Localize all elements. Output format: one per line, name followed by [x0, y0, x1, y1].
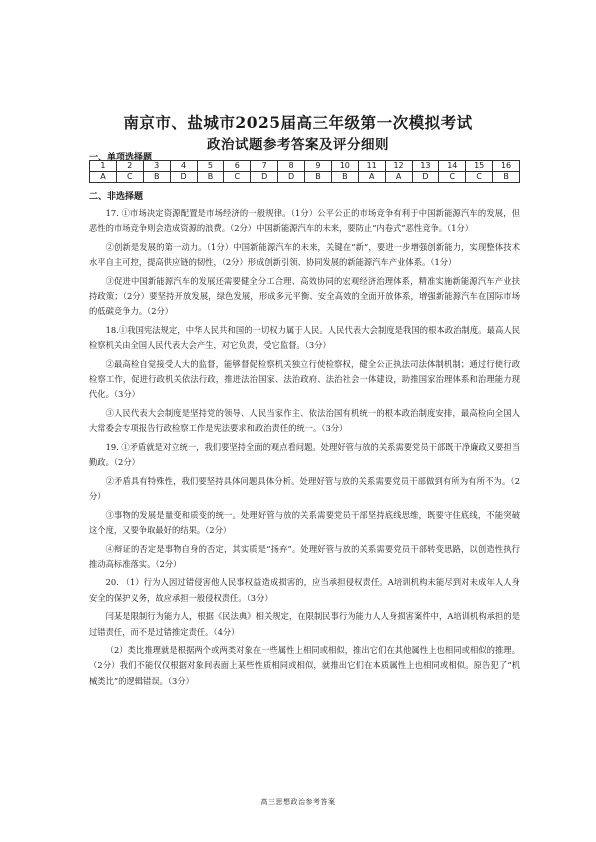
- answer-cell: B: [305, 172, 332, 183]
- answer-paragraph-20-2: （2）类比推理就是根据两个或两类对象在一些属性上相同或相似，推出它们在其他属性上也相同或相似的推理。（2分）我们不能仅仅根据对象间表面上某些性质相同或相似，就推出它们在本质属性上也相同或相似。原告犯了“机械类比”的逻辑错误。（3分）: [89, 645, 520, 686]
- answer-paragraph-18-1: 18.①我国宪法规定，中华人民共和国的一切权力属于人民。人民代表大会制度是我国的根本政治制度。最高人民检察机关由全国人民代表大会产生，对它负责，受它监督。（3分）: [89, 324, 520, 351]
- question-number: 16: [493, 161, 520, 172]
- answer-body: [89, 206, 520, 692]
- question-number: 9: [305, 161, 332, 172]
- answer-paragraph-19-1: 19. ①矛盾就是对立统一，我们要坚持全面的观点看问题。处理好管与放的关系需要党员干部既干净廉政又要担当勤政。（2分）: [89, 441, 520, 468]
- answer-cell: A: [385, 172, 412, 183]
- answer-table-number-row: [90, 161, 520, 172]
- answer-cell: C: [224, 172, 251, 183]
- answer-cell: B: [197, 172, 224, 183]
- question-number: 3: [143, 161, 170, 172]
- page-footer: 高三思想政治参考答案: [260, 798, 336, 806]
- answer-cell: D: [412, 172, 439, 183]
- answer-cell: B: [143, 172, 170, 183]
- section-heading-non-choice: 二、非选择题: [89, 192, 144, 202]
- section-heading-multiple-choice: 一、单项选择题: [89, 153, 153, 163]
- question-number: 14: [439, 161, 466, 172]
- answer-paragraph-20-1a: 20. （1）行为人因过错侵害他人民事权益造成损害的，应当承担侵权责任。A培训机构未能尽到对未成年人人身安全的保护义务，故应承担一般侵权责任。（3分）: [89, 577, 520, 603]
- answer-paragraph-19-2: ②矛盾具有特殊性，我们要坚持具体问题具体分析。处理好管与放的关系需要党员干部做到有所为有所不为。（2分）: [89, 475, 520, 501]
- answer-cell: C: [116, 172, 143, 183]
- question-number: 11: [358, 161, 385, 172]
- answer-paragraph-19-4: ④辩证的否定是事物自身的否定，其实质是“扬弃”。处理好管与放的关系需要党员干部转变思路，以创造性执行推动高标准落实。（2分）: [89, 543, 520, 569]
- question-number: 7: [251, 161, 278, 172]
- question-number: 1: [90, 161, 117, 172]
- document-subtitle: 政治试题参考答案及评分细则: [207, 137, 389, 153]
- question-number: 15: [466, 161, 493, 172]
- answer-paragraph-18-3: ③人民代表大会制度是坚持党的领导、人民当家作主、依法治国有机统一的根本政治制度安排，最高检向全国人大常委会专项报告行政检察工作是宪法要求和政治责任的统一。（3分）: [89, 407, 520, 434]
- answer-cell: B: [493, 172, 520, 183]
- answer-cell: C: [466, 172, 493, 183]
- answer-cell: B: [331, 172, 358, 183]
- answer-cell: D: [278, 172, 305, 183]
- answer-cell: C: [439, 172, 466, 183]
- answer-paragraph-17-1: 17. ①市场决定资源配置是市场经济的一般规律。（1分）公平公正的市场竞争有利于中国新能源汽车的发展，但恶性的市场竞争则会造成资源的浪费。（2分）中国新能源汽车的未来，要防止“内卷式”恶性竞争。（1分）: [89, 208, 520, 234]
- answer-cell: D: [251, 172, 278, 183]
- question-number: 6: [224, 161, 251, 172]
- answer-paragraph-20-1b: 闫某是限制行为能力人，根据《民法典》相关规定，在限制民事行为能力人人身损害案件中，A培训机构承担的是过错责任，而不是过错推定责任。（4分）: [89, 611, 520, 637]
- question-number: 4: [170, 161, 197, 172]
- answer-paragraph-17-2: ②创新是发展的第一动力。（1分）中国新能源汽车的未来，关键在“新”，要进一步增强创新能力，实现整体技术水平自主可控，提高供应链的韧性，（2分）形成创新引领、协同发展的新能源汽车产业体系。（1分）: [89, 241, 520, 268]
- question-number: 5: [197, 161, 224, 172]
- answer-paragraph-19-3: ③事物的发展是量变和质变的统一。处理好管与放的关系需要党员干部坚持底线思维，既要守住底线，不能突破这个度，又要争取最好的结果。（2分）: [89, 509, 520, 535]
- answer-cell: A: [90, 172, 117, 183]
- question-number: 12: [385, 161, 412, 172]
- question-number: 8: [278, 161, 305, 172]
- answer-cell: A: [358, 172, 385, 183]
- question-number: 10: [331, 161, 358, 172]
- answer-table-answer-row: [90, 172, 520, 183]
- answer-paragraph-17-3: ③促进中国新能源汽车的发展还需要健全分工合理、高效协同的宏观经济治理体系，精准实施新能源汽车产业扶持政策；（2分）要坚持开放发展，绿色发展，形成多元平衡、安全高效的全面开放体系，增强新能源汽车在国际市场的低碳竞争力。（2分）: [89, 275, 520, 317]
- answer-cell: D: [170, 172, 197, 183]
- question-number: 2: [116, 161, 143, 172]
- document-title: 南京市、盐城市2025届高三年级第一次模拟考试: [123, 113, 473, 132]
- question-number: 13: [412, 161, 439, 172]
- answer-table: [89, 160, 520, 183]
- answer-paragraph-18-2: ②最高检自觉接受人大的监督，能够督促检察机关独立行使检察权，健全公正执法司法体制机制；通过行使行政检察工作，促进行政机关依法行政，推进法治国家、法治政府、法治社会一体建设，助推国家治理体系和治理能力现代化。（3分）: [89, 358, 520, 400]
